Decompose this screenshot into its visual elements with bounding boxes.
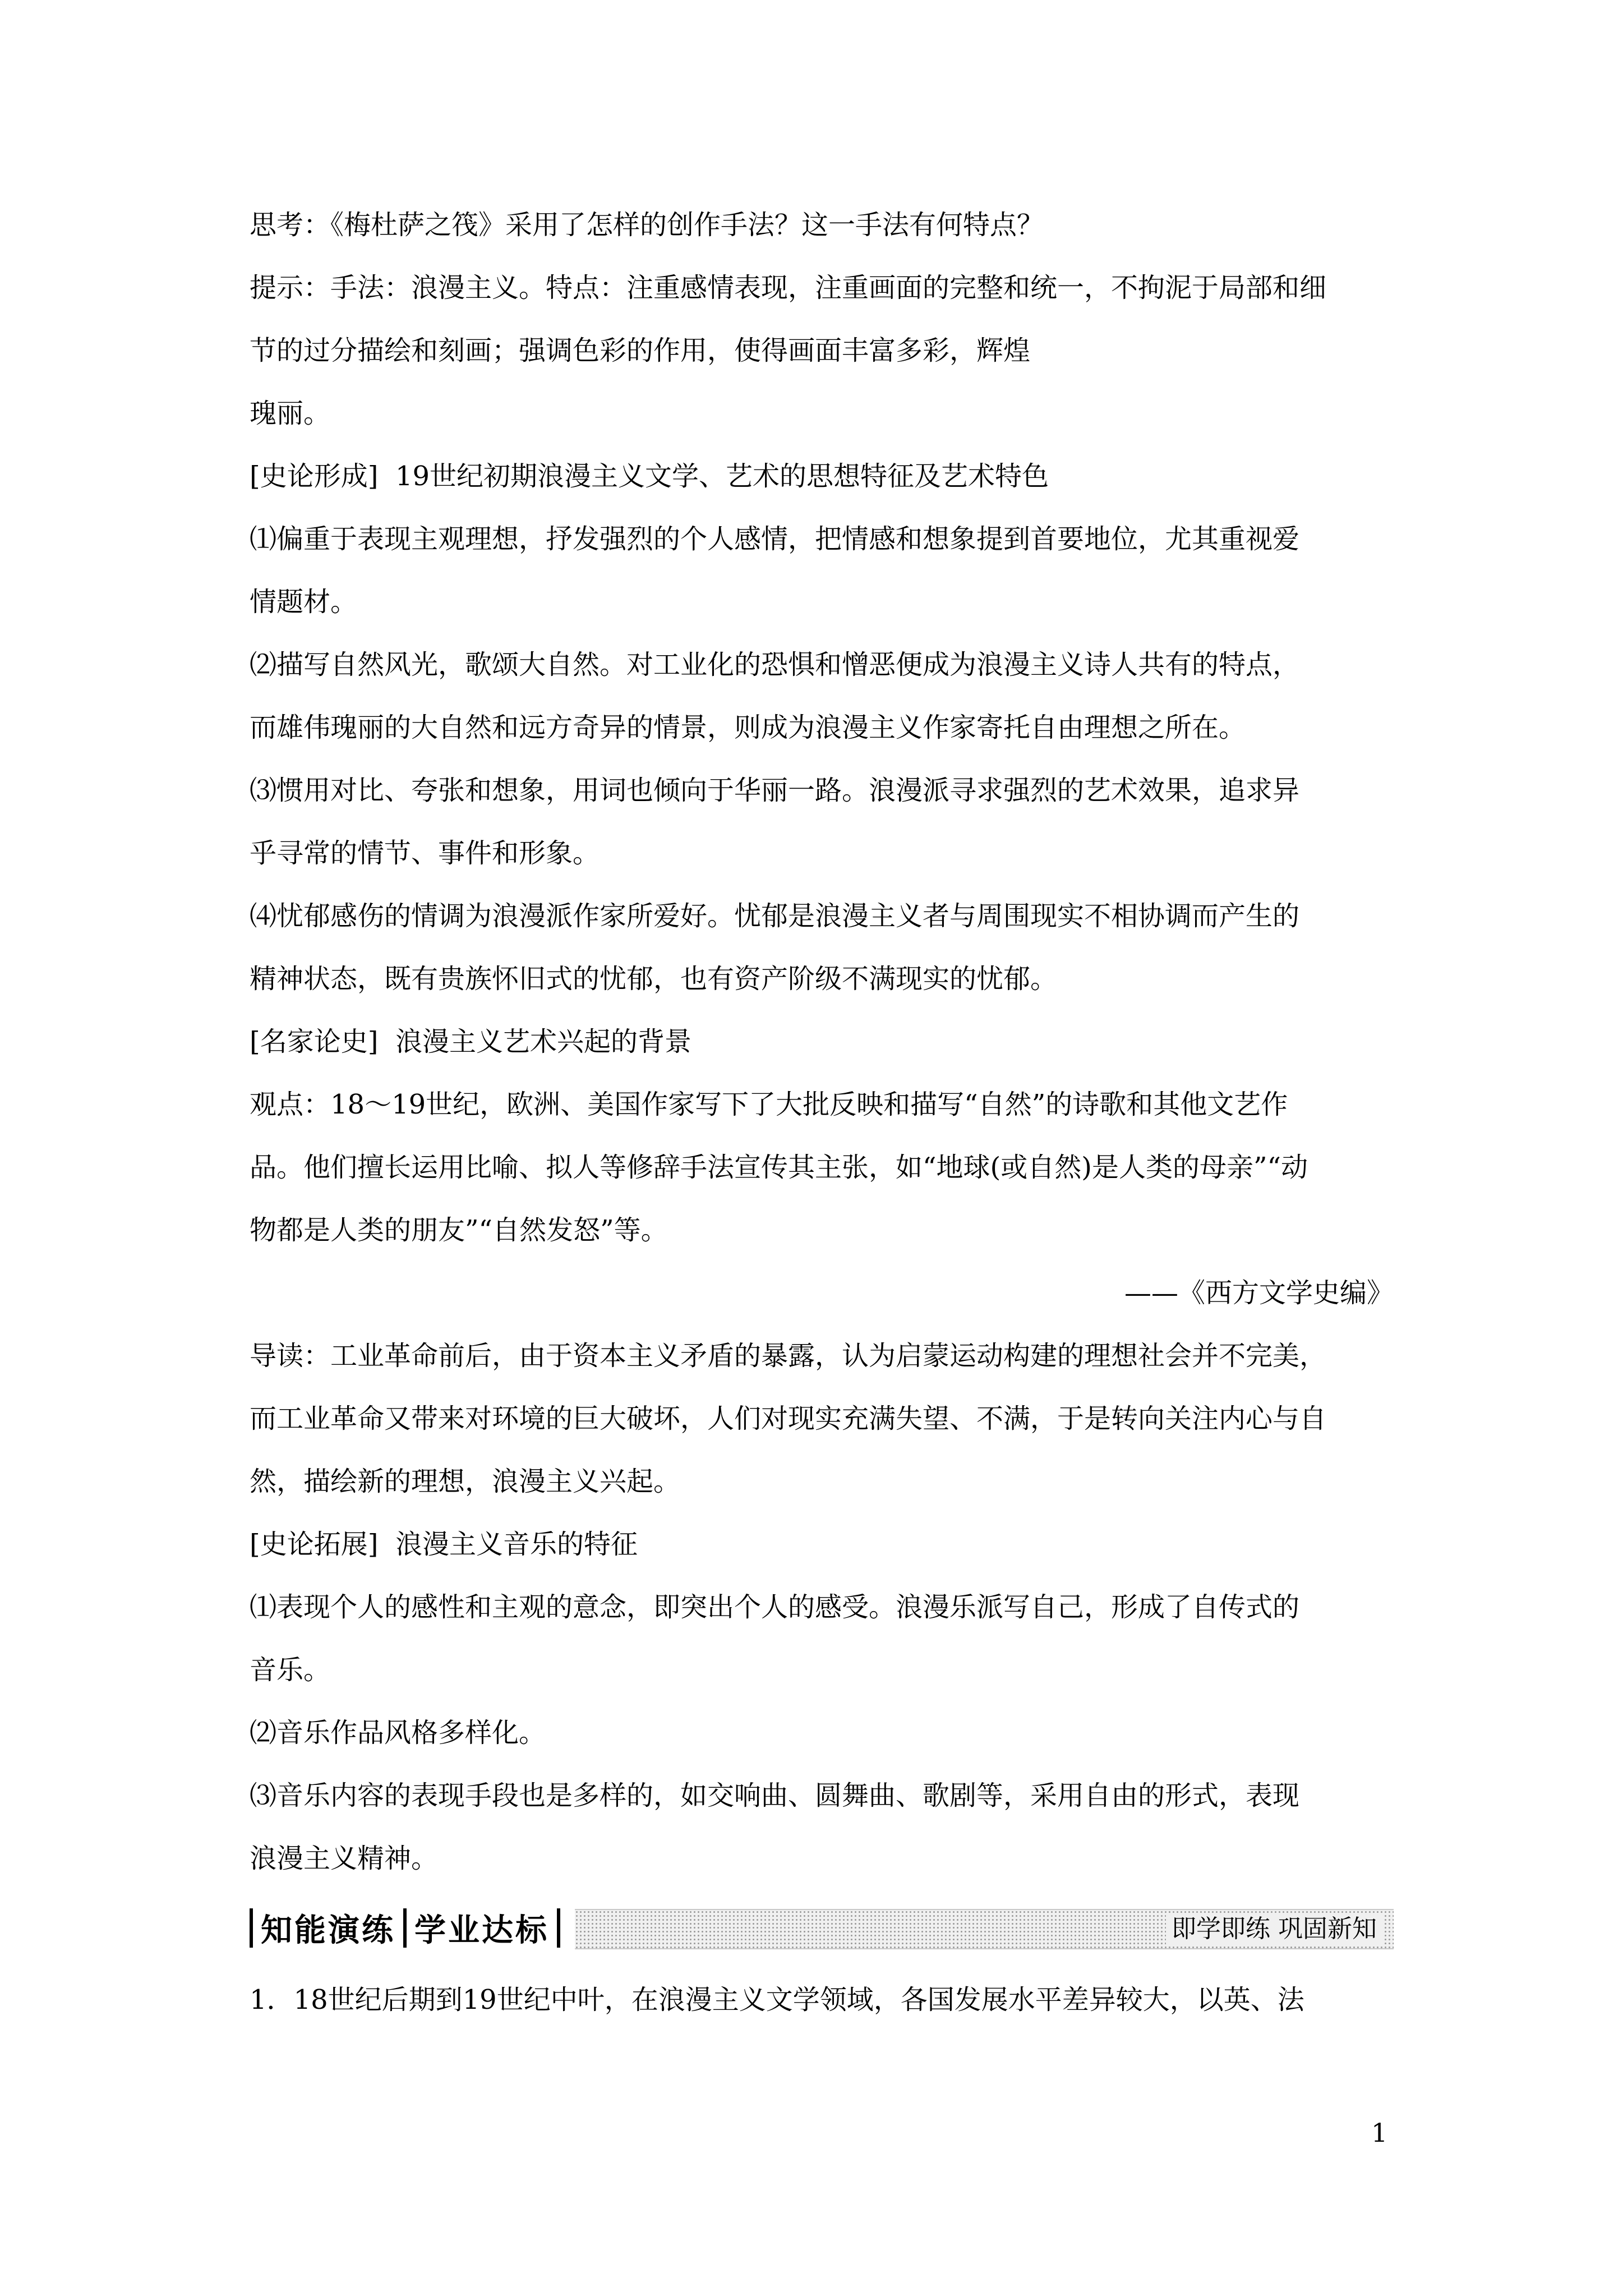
section-title-standard: 学业达标	[414, 1912, 549, 1949]
question-1: 1．18世纪后期到19世纪中叶，在浪漫主义文学领域，各国发展水平差异较大，以英、法	[250, 1984, 1304, 2016]
list-item-1-cont: 情题材。	[250, 586, 358, 618]
paragraph-guide-end: 然，描绘新的理想，浪漫主义兴起。	[250, 1466, 681, 1497]
list-item-4: ⑷忧郁感伤的情调为浪漫派作家所爱好。忧郁是浪漫主义者与周围现实不相协调而产生的	[250, 900, 1300, 932]
heading-expert-view: [名家论史] 浪漫主义艺术兴起的背景	[250, 1026, 691, 1057]
page-number: 1	[1371, 2118, 1388, 2148]
divider-bar	[403, 1908, 407, 1948]
paragraph-think: 思考：《梅杜萨之筏》采用了怎样的创作手法？这一手法有何特点？	[250, 209, 1044, 241]
music-item-1: ⑴表现个人的感性和主观的意念，即突出个人的感受。浪漫乐派写自己，形成了自传式的	[250, 1591, 1300, 1623]
list-item-4-cont: 精神状态，既有贵族怀旧式的忧郁，也有资产阶级不满现实的忧郁。	[250, 963, 1058, 995]
dotted-banner-bar	[575, 1909, 1394, 1949]
paragraph-hint-end: 瑰丽。	[250, 398, 331, 429]
list-item-3: ⑶惯用对比、夸张和想象，用词也倾向于华丽一路。浪漫派寻求强烈的艺术效果，追求异	[250, 775, 1300, 806]
paragraph-hint-cont: 节的过分描绘和刻画；强调色彩的作用，使得画面丰富多彩，辉煌	[250, 335, 1031, 366]
list-item-2-cont: 而雄伟瑰丽的大自然和远方奇异的情景，则成为浪漫主义作家寄托自由理想之所在。	[250, 712, 1246, 743]
section-title-practice: 知能演练	[261, 1912, 395, 1949]
document-body	[250, 194, 1394, 2031]
music-item-1-cont: 音乐。	[250, 1654, 331, 1686]
music-item-2: ⑵音乐作品风格多样化。	[250, 1717, 546, 1749]
list-item-3-cont: 乎寻常的情节、事件和形象。	[250, 838, 600, 869]
paragraph-hint: 提示：手法：浪漫主义。特点：注重感情表现，注重画面的完整和统一，不拘泥于局部和细	[250, 272, 1327, 303]
paragraph-guide-cont: 而工业革命又带来对环境的巨大破坏，人们对现实充满失望、不满，于是转向关注内心与自	[250, 1403, 1327, 1434]
paragraph-viewpoint-end: 物都是人类的朋友”“自然发怒”等。	[250, 1214, 668, 1246]
heading-history-formation: [史论形成] 19世纪初期浪漫主义文学、艺术的思想特征及艺术特色	[250, 461, 1049, 492]
paragraph-guide: 导读：工业革命前后，由于资本主义矛盾的暴露，认为启蒙运动构建的理想社会并不完美，	[250, 1340, 1327, 1372]
paragraph-viewpoint: 观点：18～19世纪，欧洲、美国作家写下了大批反映和描写“自然”的诗歌和其他文艺作	[250, 1089, 1288, 1120]
section-banner	[250, 1900, 1394, 1956]
section-banner-title	[250, 1904, 568, 1952]
music-item-3-cont: 浪漫主义精神。	[250, 1843, 439, 1874]
section-banner-tag: 即学即练 巩固新知	[1166, 1913, 1382, 1945]
divider-bar	[557, 1908, 560, 1948]
list-item-2: ⑵描写自然风光，歌颂大自然。对工业化的恐惧和憎恶便成为浪漫主义诗人共有的特点，	[250, 649, 1300, 680]
divider-bar	[250, 1908, 253, 1948]
music-item-3: ⑶音乐内容的表现手段也是多样的，如交响曲、圆舞曲、歌剧等，采用自由的形式，表现	[250, 1780, 1300, 1811]
citation: ——《西方文学史编》	[1124, 1277, 1394, 1309]
heading-history-extension: [史论拓展] 浪漫主义音乐的特征	[250, 1529, 638, 1560]
list-item-1: ⑴偏重于表现主观理想，抒发强烈的个人感情，把情感和想象提到首要地位，尤其重视爱	[250, 523, 1300, 555]
paragraph-viewpoint-cont: 品。他们擅长运用比喻、拟人等修辞手法宣传其主张，如“地球(或自然)是人类的母亲”“动	[250, 1152, 1308, 1183]
